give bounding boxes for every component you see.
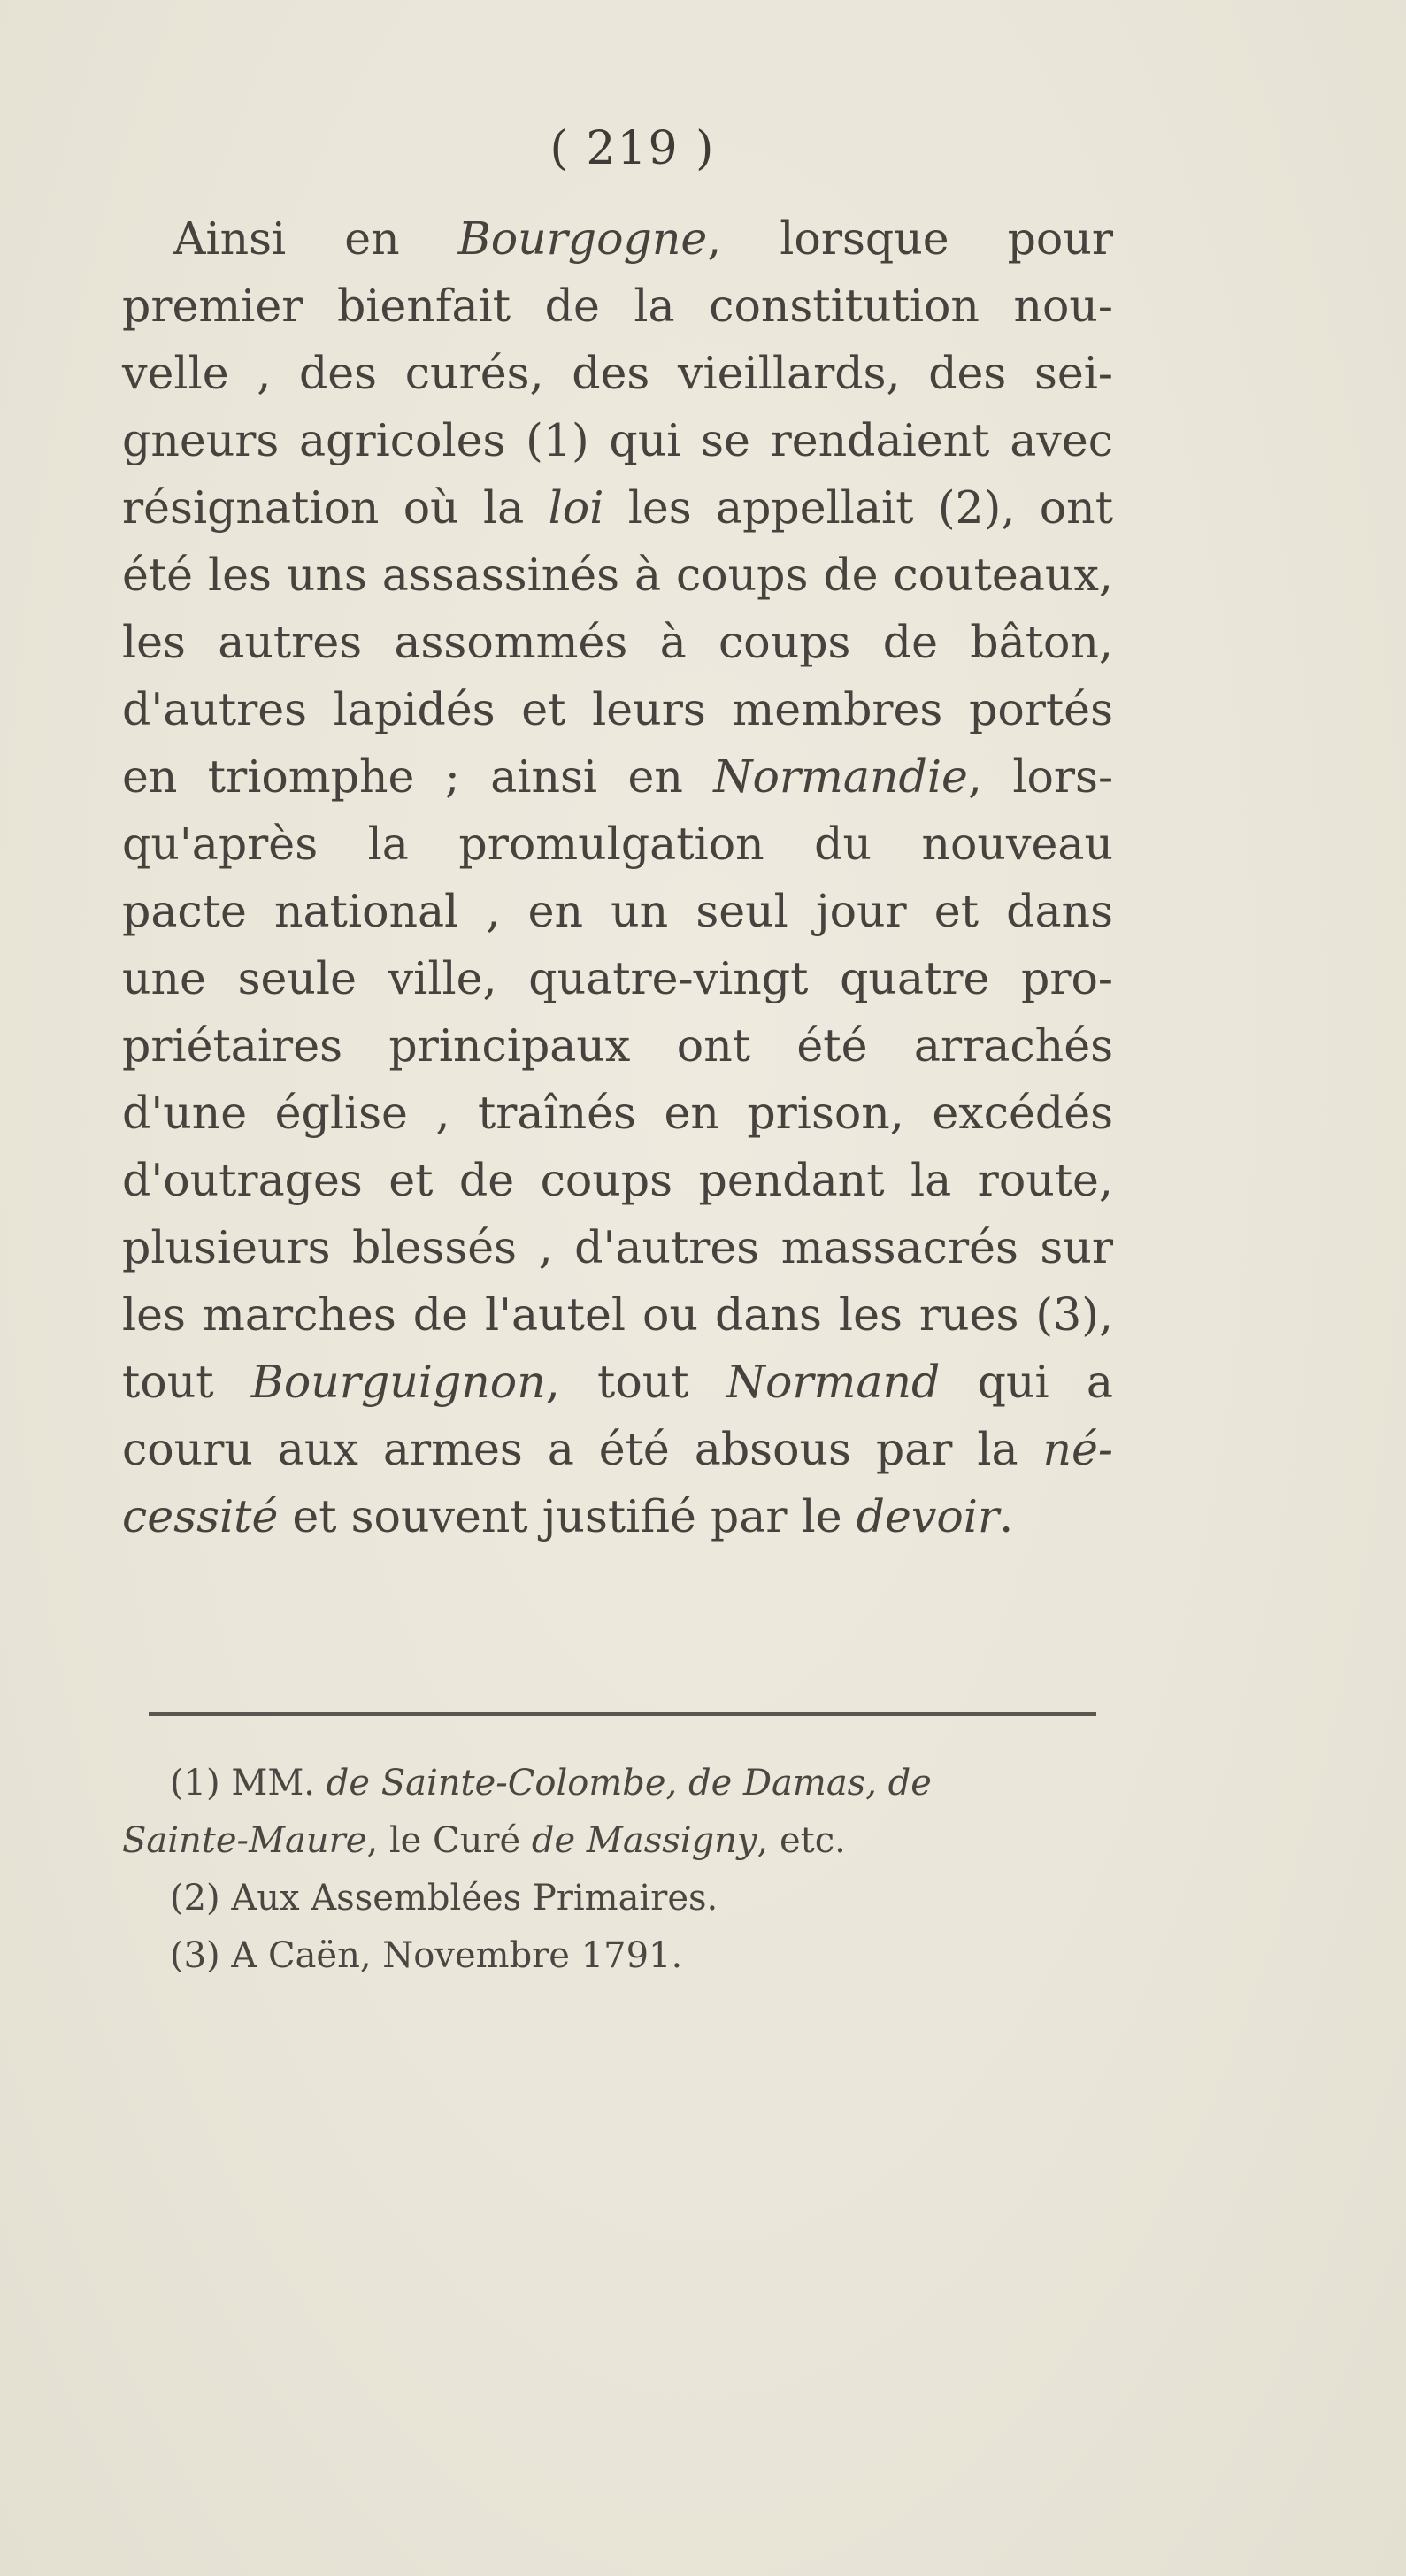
italic-text: loi (548, 481, 604, 534)
text-run: priétaires principaux ont été arrachés (122, 1019, 1113, 1072)
text-line (122, 945, 1113, 1012)
text-run: Ainsi en (173, 212, 458, 265)
text-run: (2) Aux Assemblées Primaires. (170, 1878, 718, 1919)
footnotes (122, 1755, 1113, 1985)
text-line (122, 273, 1113, 340)
text-line (122, 1349, 1113, 1416)
text-run: qui a (940, 1356, 1113, 1408)
text-run: résignation où la (122, 481, 549, 534)
footnote-line (122, 1812, 1113, 1870)
text-run: une seule ville, quatre-vingt quatre pro- (122, 952, 1113, 1004)
text-run: (3) A Caën, Novembre 1791. (170, 1935, 683, 1976)
text-line (122, 474, 1113, 542)
text-line (122, 407, 1113, 474)
text-run: (1) MM. (170, 1763, 327, 1803)
text-run: pacte national , en un seul jour et dans (122, 885, 1113, 937)
main-paragraph (122, 205, 1113, 1550)
text-run: et souvent justifié par le (278, 1490, 857, 1542)
text-line (122, 811, 1113, 878)
text-line (122, 542, 1113, 609)
text-run: couru aux armes a été absous par la (122, 1423, 1043, 1475)
text-line (122, 1416, 1113, 1483)
italic-text: Normandie (713, 750, 968, 803)
text-run: , lors- (967, 750, 1114, 803)
italic-text: Bourgogne (457, 212, 708, 265)
text-run: velle , des curés, des vieillards, des sei- (122, 347, 1113, 399)
text-run: les autres assommés à coups de bâton, (122, 616, 1113, 668)
text-run: , etc. (757, 1820, 846, 1861)
italic-text: né- (1042, 1423, 1113, 1475)
text-line (122, 676, 1113, 743)
text-line (122, 1281, 1113, 1349)
text-line (122, 1080, 1113, 1147)
text-run: tout (122, 1356, 251, 1408)
page-number: ( 219 ) (549, 122, 716, 175)
text-line (122, 340, 1113, 407)
text-run: été les uns assassinés à coups de couteaux, (122, 549, 1113, 601)
italic-text: de Massigny (531, 1820, 757, 1861)
text-run: d'outrages et de coups pendant la route, (122, 1154, 1113, 1206)
text-run: d'une église , traînés en prison, excédés (122, 1087, 1113, 1139)
text-run: , lorsque pour (707, 212, 1113, 265)
text-run: gneurs agricoles (1) qui se rendaient avec (122, 414, 1113, 466)
italic-text: de Sainte-Colombe, de Damas, de (326, 1763, 932, 1803)
text-line (122, 1147, 1113, 1214)
text-run: en triomphe ; ainsi en (122, 750, 714, 803)
footnote-separator (149, 1712, 1096, 1716)
italic-text: devoir (856, 1490, 1000, 1542)
text-line (122, 609, 1113, 676)
text-run: , le Curé (366, 1820, 532, 1861)
text-run: les appellait (2), ont (603, 481, 1113, 534)
text-run: les marches de l'autel ou dans les rues (3), (122, 1288, 1113, 1341)
footnote-line (122, 1755, 1113, 1812)
text-run: premier bienfait de la constitution nou- (122, 280, 1113, 332)
text-line (122, 1483, 1113, 1550)
text-line (122, 1012, 1113, 1080)
footnote-line (122, 1870, 1113, 1927)
text-line (122, 878, 1113, 945)
text-run: . (999, 1490, 1014, 1542)
footnote-line (122, 1927, 1113, 1985)
italic-text: Bourguignon (250, 1356, 546, 1408)
italic-text: Normand (726, 1356, 941, 1408)
text-run: qu'après la promulgation du nouveau (122, 818, 1113, 870)
text-line (122, 743, 1113, 811)
text-line (122, 1214, 1113, 1281)
text-run: d'autres lapidés et leurs membres portés (122, 683, 1113, 735)
text-run: plusieurs blessés , d'autres massacrés sur (122, 1221, 1113, 1273)
italic-text: Sainte-Maure (122, 1820, 367, 1861)
italic-text: cessité (122, 1490, 279, 1542)
text-run: , tout (545, 1356, 726, 1408)
text-line (122, 205, 1113, 273)
